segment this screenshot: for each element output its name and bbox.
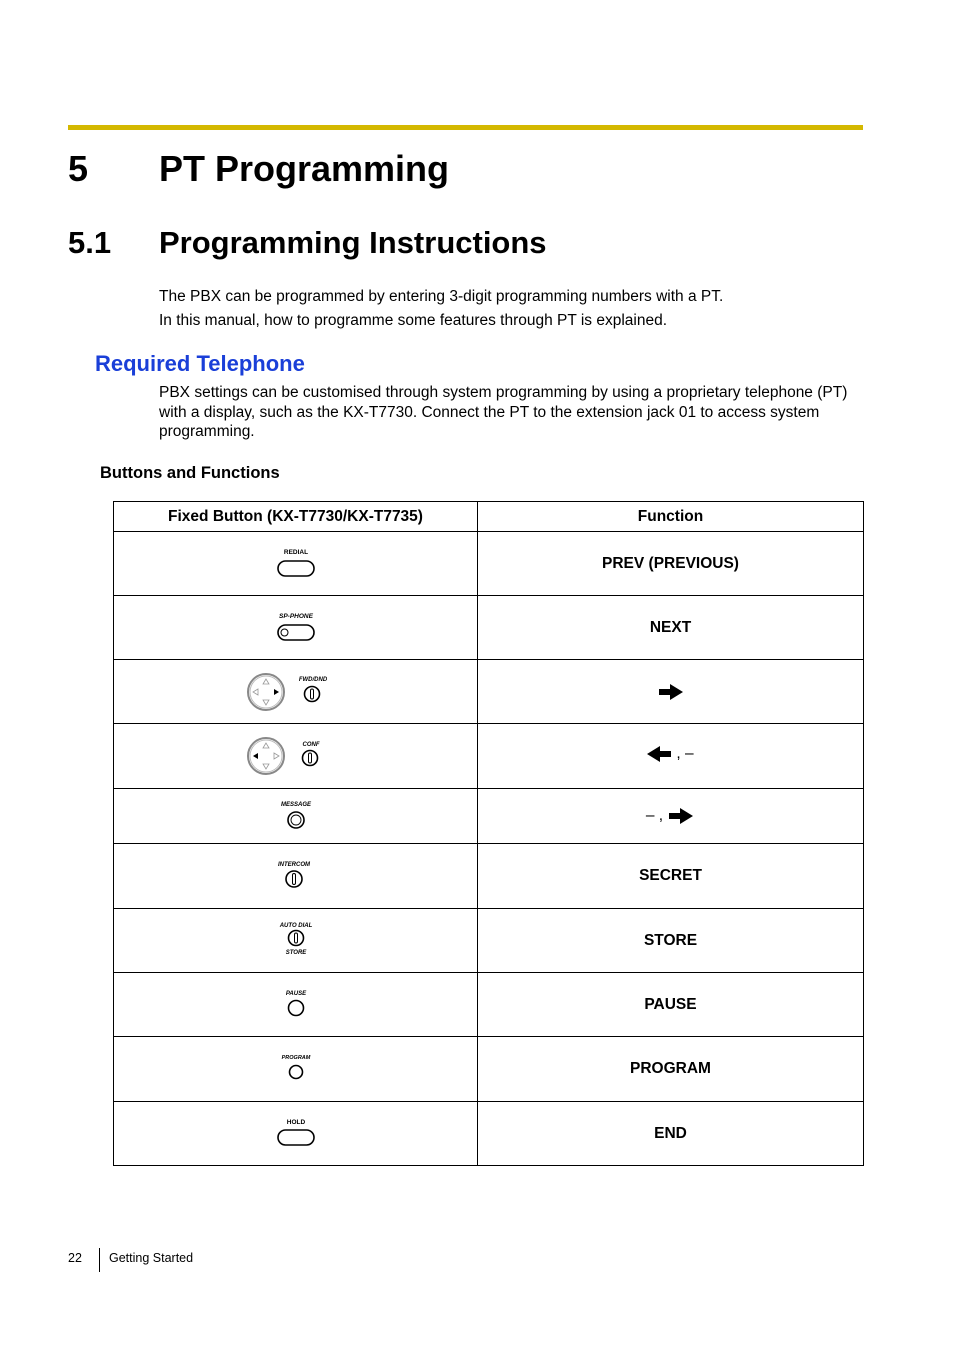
table-row (114, 660, 864, 724)
hold-button-label: HOLD (286, 1118, 305, 1126)
redial-button-icon (266, 547, 326, 581)
pause-button-label: PAUSE (285, 990, 306, 997)
conf-button-label: CONF (302, 742, 319, 748)
function-dash-right-cell (478, 789, 864, 844)
function-left-suffix: , – (676, 744, 694, 762)
buttons-functions-table (113, 501, 864, 1166)
program-button-label: PROGRAM (281, 1055, 310, 1061)
buttons-functions-heading: Buttons and Functions (100, 464, 280, 482)
page-number: 22 (68, 1251, 82, 1265)
function-pause: PAUSE (478, 973, 864, 1037)
required-telephone-heading: Required Telephone (95, 351, 305, 376)
table-row (114, 973, 864, 1037)
left-arrow-icon (647, 745, 673, 763)
chapter-number: 5 (68, 148, 89, 189)
table-row (114, 909, 864, 973)
section-number: 5.1 (68, 225, 112, 260)
table-row (114, 532, 864, 596)
function-next: NEXT (478, 596, 864, 660)
section-title: Programming Instructions (159, 225, 547, 260)
table-row (114, 789, 864, 844)
message-button-label: MESSAGE (280, 802, 311, 808)
intro-line-2: In this manual, how to programme some features through PT is explained. (159, 312, 668, 329)
function-left-arrow-cell (478, 724, 864, 789)
auto-dial-store-button-icon (266, 921, 326, 961)
function-store: STORE (478, 909, 864, 973)
conf-button-cell (114, 724, 478, 789)
program-button-cell (114, 1037, 478, 1102)
intercom-button-cell (114, 844, 478, 909)
function-prev: PREV (PREVIOUS) (478, 532, 864, 596)
table-row (114, 596, 864, 660)
footer-text: Getting Started (109, 1251, 194, 1265)
sp-phone-button-icon (266, 611, 326, 645)
redial-button-label: REDIAL (283, 548, 308, 556)
header-function: Function (478, 502, 864, 532)
header-fixed-button: Fixed Button (KX-T7730/KX-T7735) (114, 502, 478, 532)
message-button-icon (266, 799, 326, 833)
table-row (114, 1037, 864, 1102)
intercom-button-icon (266, 859, 326, 893)
required-telephone-text: PBX settings can be customised through system programming by using a proprietary telephone (PT) with a display, such as the KX-T7730. Connect the PT to the extension jack 01 to access system programming. (159, 384, 848, 440)
pause-button-cell (114, 973, 478, 1037)
hold-button-cell (114, 1102, 478, 1166)
redial-button-cell (114, 532, 478, 596)
table-row (114, 724, 864, 789)
pause-button-icon (266, 988, 326, 1022)
auto-dial-button-label: AUTO DIAL (279, 922, 312, 929)
store-button-label: STORE (285, 949, 306, 956)
function-program: PROGRAM (478, 1037, 864, 1102)
table-row (114, 844, 864, 909)
message-button-cell (114, 789, 478, 844)
right-arrow-icon (667, 807, 695, 825)
footer-divider (99, 1248, 100, 1272)
sp-phone-button-cell (114, 596, 478, 660)
intercom-button-label: INTERCOM (277, 862, 310, 868)
navigator-left-icon (246, 734, 346, 778)
function-dash-prefix: – , (645, 807, 664, 824)
chapter-rule (68, 125, 863, 130)
intro-line-1: The PBX can be programmed by entering 3-digit programming numbers with a PT. (159, 288, 724, 305)
table-header-row (114, 502, 864, 532)
sp-phone-button-label: SP-PHONE (278, 612, 313, 620)
auto-dial-button-cell (114, 909, 478, 973)
right-arrow-icon (657, 683, 685, 701)
fwd-dnd-button-label: FWD/DND (298, 676, 327, 683)
navigator-right-icon (246, 670, 346, 714)
function-end: END (478, 1102, 864, 1166)
program-button-icon (266, 1052, 326, 1086)
fwd-dnd-button-cell (114, 660, 478, 724)
hold-button-icon (266, 1117, 326, 1151)
table-row (114, 1102, 864, 1166)
function-secret: SECRET (478, 844, 864, 909)
chapter-title: PT Programming (159, 148, 450, 189)
function-right-arrow-cell (478, 660, 864, 724)
